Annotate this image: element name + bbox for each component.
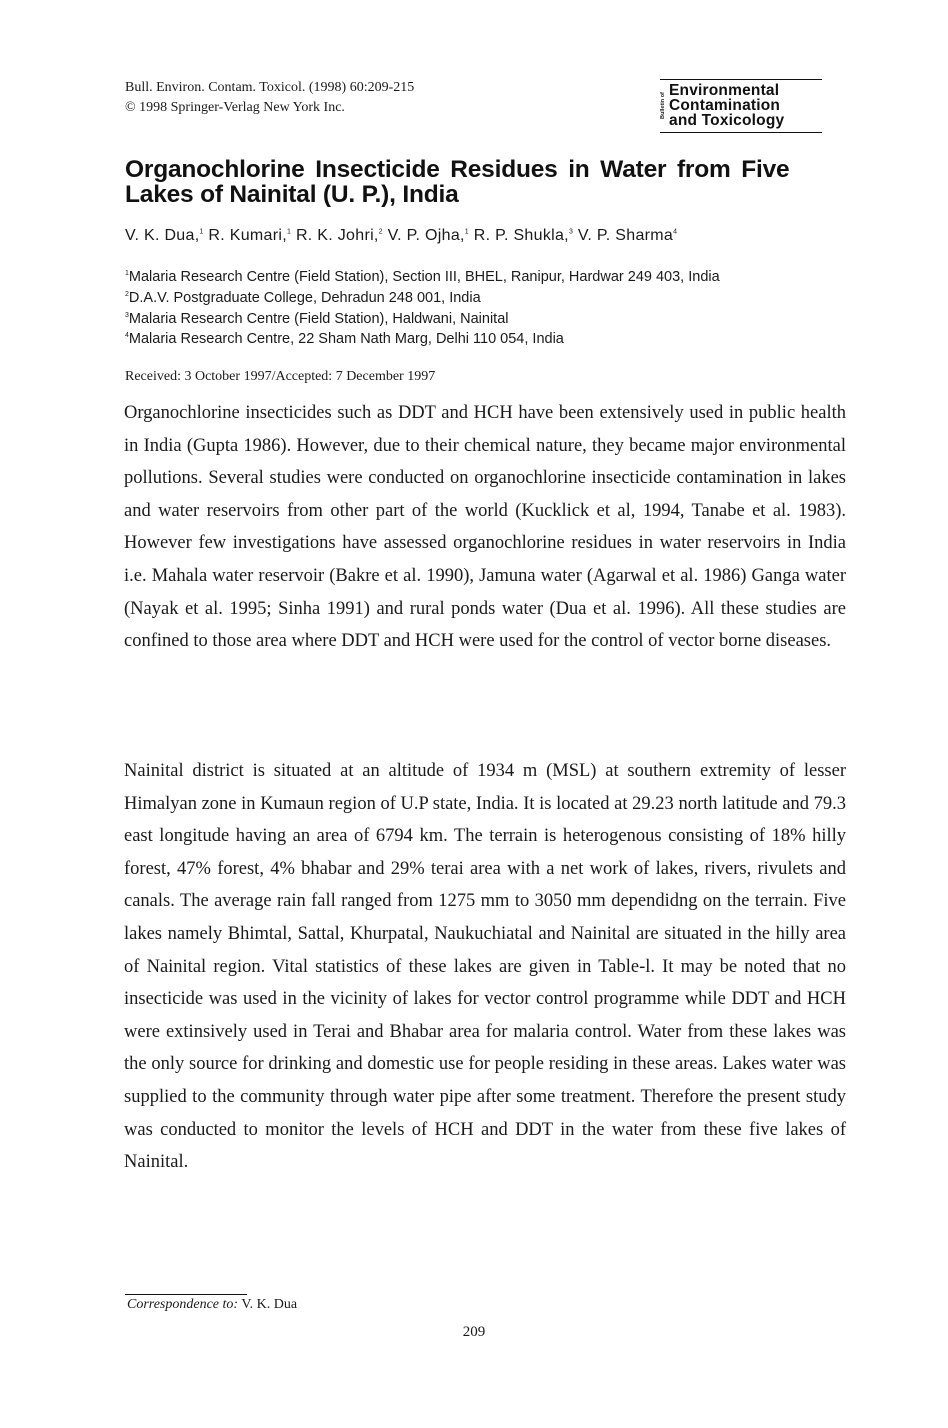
- author-name: V. K. Dua,: [125, 227, 200, 244]
- author-affiliation-mark: 1: [286, 228, 292, 236]
- body-paragraph-2: Nainital district is situated at an altitude of 1934 m (MSL) at southern extremity of lesser Himalyan zone in Kumaun region of U.P state, India. It is located at 29.23 north latitude and 79.3 east longitude having an area of 6794 km. The terrain is heterogenous consisting of 18% hilly forest, 47% forest, 4% bhabar and 29% terai area with a net work of lakes, rivers, rivulets and canals. The average rain fall ranged from 1275 mm to 3050 mm dependidng on the terrain. Five lakes namely Bhimtal, Sattal, Khurpatal, Naukuchiatal and Nainital are situated in the hilly area of Nainital region. Vital statistics of these lakes are given in Table-l. It may be noted that no insecticide was used in the vicinity of lakes for vector control programme while DDT and HCH were extinsively used in Terai and Bhabar area for malaria control. Water from these lakes was the only source for drinking and domestic use for people residing in these areas. Lakes water was supplied to the community through water pipe after some treatment. Therefore the present study was conducted to monitor the levels of HCH and DDT in the water from these five lakes of Nainital.: [124, 761, 846, 1173]
- affiliation-number: 3: [125, 311, 129, 319]
- journal-logo: [660, 79, 822, 133]
- running-header: [125, 78, 414, 118]
- journal-logo-line-3: and Toxicology: [669, 112, 785, 129]
- author-name: R. K. Johri,: [295, 227, 379, 244]
- paper-title-line-1: Organochlorine Insecticide Residues in Water from Five: [125, 156, 790, 183]
- affiliation-text: D.A.V. Postgraduate College, Dehradun 248 001, India: [128, 289, 481, 306]
- author-name: V. P. Ojha,: [387, 227, 465, 244]
- author-affiliation-mark: 1: [464, 228, 469, 236]
- received-dates: Received: 3 October 1997/Accepted: 7 December 1997: [125, 369, 436, 384]
- affiliation-item: [125, 265, 835, 286]
- copyright-line: © 1998 Springer-Verlag New York Inc.: [125, 100, 345, 115]
- affiliation-item: [125, 286, 835, 307]
- author-affiliation-mark: 3: [568, 228, 574, 236]
- author-affiliation-mark: 2: [378, 228, 383, 236]
- affiliation-text: Malaria Research Centre, 22 Sham Nath Marg, Delhi 110 054, India: [128, 331, 564, 348]
- author-name: R. P. Shukla,: [473, 227, 569, 244]
- affiliation-list: [125, 265, 835, 348]
- correspondence-label: Correspondence to:: [127, 1297, 239, 1312]
- author-affiliation-mark: 4: [673, 228, 678, 236]
- affiliation-item: [125, 327, 835, 348]
- affiliation-text: Malaria Research Centre (Field Station), Haldwani, Nainital: [128, 310, 509, 327]
- affiliation-number: 2: [125, 290, 129, 298]
- body-paragraph-1: Organochlorine insecticides such as DDT and HCH have been extensively used in public health in India (Gupta 1986). However, due to their chemical nature, they became major environmental pollutions. Several studies were conducted on organochlorine insecticide contamination in lakes and water reservoirs from other part of the world (Kucklick et al, 1994, Tanabe et al. 1983). However few investigations have assessed organochlorine residues in water reservoirs in India i.e. Mahala water reservoir (Bakre et al. 1990), Jamuna water (Agarwal et al. 1986) Ganga water (Nayak et al. 1995; Sinha 1991) and rural ponds water (Dua et al. 1996). All these studies are confined to those area where DDT and HCH were used for the control of vector borne diseases.: [124, 403, 846, 652]
- journal-logo-line-1: Environmental: [669, 82, 780, 99]
- affiliation-item: [125, 307, 835, 328]
- correspondence-footnote: [127, 1297, 297, 1313]
- correspondence-name: V. K. Dua: [241, 1297, 298, 1312]
- author-affiliation-mark: 1: [199, 228, 204, 236]
- page-number: 209: [462, 1324, 486, 1340]
- paper-title: [125, 157, 825, 207]
- journal-logo-side-text: Bulletin of: [660, 92, 666, 120]
- affiliation-number: 4: [125, 332, 129, 340]
- citation-line: Bull. Environ. Contam. Toxicol. (1998) 60:209-215: [125, 80, 415, 95]
- journal-logo-line-2: Contamination: [669, 97, 781, 114]
- paper-title-line-2: Lakes of Nainital (U. P.), India: [125, 181, 459, 208]
- author-name: R. Kumari,: [208, 227, 287, 244]
- author-list: [125, 227, 677, 245]
- affiliation-number: 1: [125, 270, 129, 277]
- footnote-rule: [125, 1294, 247, 1295]
- affiliation-text: Malaria Research Centre (Field Station), Section III, BHEL, Ranipur, Hardwar 249 403, India: [128, 268, 720, 285]
- author-name: V. P. Sharma: [577, 227, 674, 244]
